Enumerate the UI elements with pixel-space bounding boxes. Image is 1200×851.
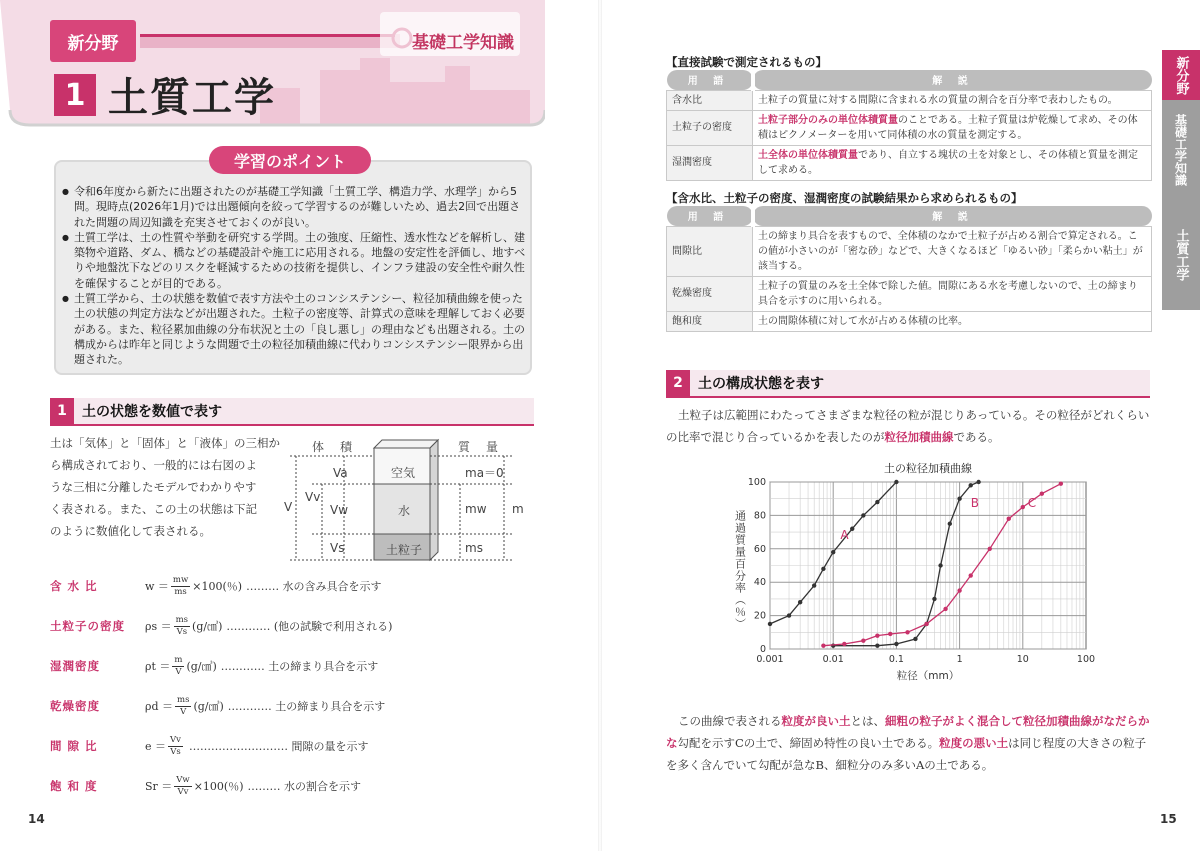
formula-description: ………… 土の締まり具合を示す: [227, 700, 386, 713]
page-title: 土質工学: [108, 75, 276, 121]
fraction: [174, 775, 191, 798]
table-cell-desc: 土粒子の質量のみを土全体で除した値。間隙にある水を考慮しないので、土の締まり具合を示すのに用いられる。: [753, 276, 1152, 311]
denominator: V: [180, 706, 187, 717]
series-label-C: C: [1027, 496, 1037, 511]
data-point-A: [812, 583, 816, 587]
formula-unit: ×100(％): [192, 580, 243, 593]
data-point-A: [831, 550, 835, 554]
volume-header: 体 積: [312, 440, 355, 454]
table-cell-desc: 土粒子部分のみの単位体積質量のことである。土粒子質量は炉乾燥して求め、その体積はピクノメーターを用いて同体積の水の質量を測定する。: [753, 110, 1152, 145]
ms-label: ms: [465, 541, 483, 555]
formula-description: ………… (他の試験で利用される): [226, 620, 393, 633]
formula-description: ……………………… 間隙の量を示す: [188, 740, 369, 753]
formula-unit: (g/㎤): [192, 620, 223, 633]
numerator: ms: [177, 694, 190, 705]
formula-description: ……… 水の割合を示す: [247, 780, 362, 793]
mw-label: mw: [465, 502, 487, 516]
formula-lhs: w ＝: [145, 580, 169, 593]
table-cell-desc: 土粒子の質量に対する間隙に含まれる水の質量の割合を百分率で表わしたもの。: [753, 90, 1152, 110]
fraction: [168, 735, 183, 758]
data-point-A: [875, 500, 879, 504]
formula-unit: (g/㎤): [186, 660, 217, 673]
chapter-number: 1: [54, 74, 96, 116]
m-label: m: [512, 502, 524, 516]
formula-row: [50, 608, 550, 644]
denominator: Vs: [176, 626, 188, 637]
data-point-A: [850, 527, 854, 531]
data-point-C: [957, 588, 961, 592]
text-line: ら構成されており、一般的には右図のよ: [50, 458, 257, 472]
x-tick-label: 10: [1016, 654, 1029, 665]
formula-row: [50, 568, 550, 604]
denominator: V: [175, 666, 182, 677]
denominator: Vv: [177, 786, 189, 797]
table-row: [667, 110, 1152, 145]
V-label: V: [284, 500, 293, 514]
table-cell-term: 含水比: [667, 90, 753, 110]
data-point-C: [969, 573, 973, 577]
formula-row: [50, 648, 550, 684]
x-axis-label: 粒径（mm）: [896, 670, 960, 682]
x-tick-label: 0.1: [888, 654, 904, 665]
data-point-C: [842, 642, 846, 646]
formula-expression: [145, 568, 382, 604]
new-field-tag: 新分野: [50, 20, 136, 62]
solid-label: 土粒子: [386, 543, 423, 557]
section-number: 2: [666, 370, 690, 396]
denominator: ms: [174, 586, 187, 597]
text-line: な勾配を示すCの土で、締固め特性の良い土である。粒度の悪い土は同じ程度の大きさの粒子: [666, 736, 1147, 750]
page-number-right: 15: [1160, 812, 1177, 826]
table-cell-term: 飽和度: [667, 311, 753, 331]
formula-lhs: Sr ＝: [145, 780, 173, 793]
formula-description: ……… 水の含み具合を示す: [246, 580, 382, 593]
formula-expression: [145, 648, 378, 684]
side-tab-soil-engineering[interactable]: 土質工学: [1162, 200, 1200, 310]
section-1-heading: [50, 398, 534, 424]
fraction: [174, 615, 190, 638]
grain-size-chart: [700, 455, 1120, 695]
data-point-C: [888, 632, 892, 636]
table-2-caption: 【含水比、土粒子の密度、湿潤密度の試験結果から求められるもの】: [666, 191, 1023, 205]
Vv-label: Vv: [305, 490, 321, 504]
formula-label: 乾燥密度: [50, 699, 100, 713]
text-line: を多く含んでいて勾配が急なB、細粒分のみ多いAの土である。: [666, 758, 994, 772]
air-label: 空気: [391, 466, 416, 480]
table-cell-desc: 土の締まり具合を表すもので、全体積のなかで土粒子が占める割合で算定される。この値が小さいのが「密な砂」などで、大きくなるほど「ゆるい砂」「柔らかい粘土」が該当する。: [753, 226, 1152, 276]
list-item: ● 土質工学は、土の性質や挙動を研究する学問。土の強度、圧縮性、透水性などを解析し、建築物や道路、ダム、橋などの基礎設計や施工に応用される。地盤の安定性を評価し、地すべりや地盤沈下などのリスクを軽減するための技術を提供し、インフラ建設の安全性や耐久性を確保することが目的である。: [62, 230, 528, 291]
data-point-C: [1059, 481, 1063, 485]
table-cell-desc: 土の間隙体積に対して水が占める体積の比率。: [753, 311, 1152, 331]
section-2-heading: [666, 370, 1150, 396]
section-number: 1: [50, 398, 74, 424]
formula-expression: [145, 688, 385, 724]
denominator: Vs: [170, 746, 181, 757]
fraction: [175, 695, 191, 718]
divider: [50, 424, 534, 426]
text-line: く表される。また、この土の状態は下記: [50, 502, 257, 516]
data-point-A: [821, 567, 825, 571]
data-point-A: [861, 513, 865, 517]
formula-lhs: ρt ＝: [145, 660, 171, 673]
section-title: 土の状態を数値で表す: [82, 404, 222, 420]
y-tick-label: 20: [753, 610, 766, 622]
data-point-C: [943, 607, 947, 611]
x-tick-label: 1: [956, 654, 963, 665]
data-point-C: [1007, 517, 1011, 521]
Vw-label: Vw: [330, 503, 349, 517]
side-tab-basic-engineering[interactable]: 基礎工学知識: [1162, 100, 1200, 200]
formula-label: 土粒子の密度: [50, 619, 125, 633]
table-header-desc: 解 説: [753, 206, 1152, 226]
text-line: 土は「気体」と「固体」と「液体」の三相か: [50, 436, 280, 450]
formula-expression: [145, 768, 361, 804]
data-point-B: [976, 480, 980, 484]
formula-label: 湿潤密度: [50, 659, 100, 673]
data-point-A: [798, 600, 802, 604]
table-cell-term: 土粒子の密度: [667, 110, 753, 145]
x-tick-label: 0.001: [756, 654, 784, 665]
series-label-B: B: [970, 496, 979, 511]
Vs-label: Vs: [330, 541, 345, 555]
section-2-conclusion: [666, 710, 1156, 776]
formula-lhs: e ＝: [145, 740, 167, 753]
formula-expression: [145, 608, 392, 644]
formula-row: [50, 728, 550, 764]
formula-unit: ×100(％): [193, 780, 244, 793]
page-number-left: 14: [28, 812, 45, 826]
data-point-B: [938, 563, 942, 567]
series-label-A: A: [840, 527, 849, 542]
water-label: 水: [398, 504, 411, 518]
learning-points-list: [62, 184, 528, 368]
text-line: この曲線で表される粒度が良い土とは、細粗の粒子がよく混合して粒径加積曲線がなだらか: [678, 714, 1150, 728]
formula-row: [50, 688, 550, 724]
numerator: Vv: [170, 734, 181, 745]
table-header-term: 用 語: [667, 70, 753, 90]
text-line: のように数値化して表される。: [50, 524, 211, 538]
y-tick-label: 100: [747, 477, 766, 488]
data-point-B: [894, 642, 898, 646]
table-row: [667, 276, 1152, 311]
formula-row: [50, 768, 550, 804]
table-1-caption: 【直接試験で測定されるもの】: [666, 55, 827, 69]
x-tick-label: 0.01: [822, 654, 844, 665]
y-tick-label: 60: [753, 543, 766, 555]
mass-header: 質 量: [458, 440, 501, 454]
table-header-desc: 解 説: [753, 70, 1152, 90]
formula-label: 含 水 比: [50, 579, 98, 593]
numerator: ms: [175, 614, 189, 625]
data-point-B: [948, 522, 952, 526]
formula-label: 間 隙 比: [50, 739, 98, 753]
table-row: [667, 90, 1152, 110]
field-label: 基礎工学知識: [412, 33, 514, 53]
Va-label: Va: [333, 466, 348, 480]
data-point-B: [969, 483, 973, 487]
data-point-C: [821, 643, 825, 647]
ma-label: ma＝0: [465, 466, 504, 480]
data-point-B: [913, 637, 917, 641]
chart-title: 土の粒径加積曲線: [884, 462, 972, 475]
side-tab-new-field[interactable]: 新分野: [1162, 50, 1200, 100]
formula-unit: (g/㎤): [193, 700, 224, 713]
formula-lhs: ρd ＝: [145, 700, 174, 713]
table-row: [667, 145, 1152, 180]
fraction: [171, 575, 190, 598]
table-row: [667, 226, 1152, 276]
formula-expression: [145, 728, 368, 764]
section-2-intro: [666, 404, 1156, 448]
fraction: [172, 655, 184, 678]
table-1: [666, 70, 1152, 181]
data-point-A: [768, 622, 772, 626]
gutter: [598, 0, 602, 851]
data-point-C: [905, 630, 909, 634]
table-header-term: 用 語: [667, 206, 753, 226]
table-cell-term: 間隙比: [667, 226, 753, 276]
data-point-C: [988, 547, 992, 551]
table-cell-term: 乾燥密度: [667, 276, 753, 311]
text-line: 土粒子は広範囲にわたってさまざまな粒径の粒が混じりあっている。その粒径がどれくらい: [678, 408, 1150, 422]
section-title: 土の構成状態を表す: [698, 376, 824, 392]
divider: [666, 396, 1150, 398]
list-item: ● 令和6年度から新たに出題されたのが基礎工学知識「土質工学、構造力学、水理学」から5問。現時点(2026年1月)では出題傾向を絞って学習するのが難しいため、過去2回で出題された問題の周辺知識を充実させておくのが良い。: [62, 184, 528, 230]
text-line: うな三相に分離したモデルでわかりやす: [50, 480, 257, 494]
data-point-A: [787, 613, 791, 617]
learning-points-title: 学習のポイント: [209, 146, 371, 174]
section-1-text: [50, 432, 280, 542]
table-cell-term: 湿潤密度: [667, 145, 753, 180]
x-tick-label: 100: [1076, 654, 1096, 665]
y-tick-label: 0: [759, 644, 766, 655]
text-line: の比率で混じり合っているかを表したのが粒径加積曲線である。: [666, 430, 1000, 444]
formula-lhs: ρs ＝: [145, 620, 172, 633]
table-cell-desc: 土全体の単位体積質量であり、自立する塊状の土を対象とし、その体積と質量を測定して求める。: [753, 145, 1152, 180]
data-point-C: [861, 638, 865, 642]
numerator: m: [174, 654, 183, 665]
data-point-C: [875, 633, 879, 637]
numerator: Vw: [176, 774, 190, 785]
data-point-C: [1040, 491, 1044, 495]
data-point-C: [924, 622, 928, 626]
y-tick-label: 40: [753, 577, 766, 589]
table-row: [667, 311, 1152, 331]
data-point-A: [894, 480, 898, 484]
formula-description: ………… 土の締まり具合を示す: [220, 660, 379, 673]
table-2: [666, 206, 1152, 332]
y-tick-label: 80: [753, 510, 766, 522]
data-point-C: [1021, 505, 1025, 509]
y-axis-label: 通過質量百分率（％）: [733, 510, 747, 630]
data-point-B: [932, 597, 936, 601]
numerator: mw: [172, 574, 189, 585]
chapter-header: [0, 0, 545, 135]
list-item: ● 土質工学から、土の状態を数値で表す方法や土のコンシステンシー、粒径加積曲線を使った土の状態の判定方法などが出題された。土粒子の密度等、計算式の意味を理解しておく必要がある。また、粒径累加曲線の分布状況と土の「良し悪し」の理由なども出題される。土の構成からは昨年と同じような問題で土の粒径加積曲線に代わりコンシステンシー限界から出題された。: [62, 291, 528, 367]
formula-label: 飽 和 度: [50, 779, 98, 793]
data-point-B: [875, 643, 879, 647]
data-point-B: [957, 497, 961, 501]
